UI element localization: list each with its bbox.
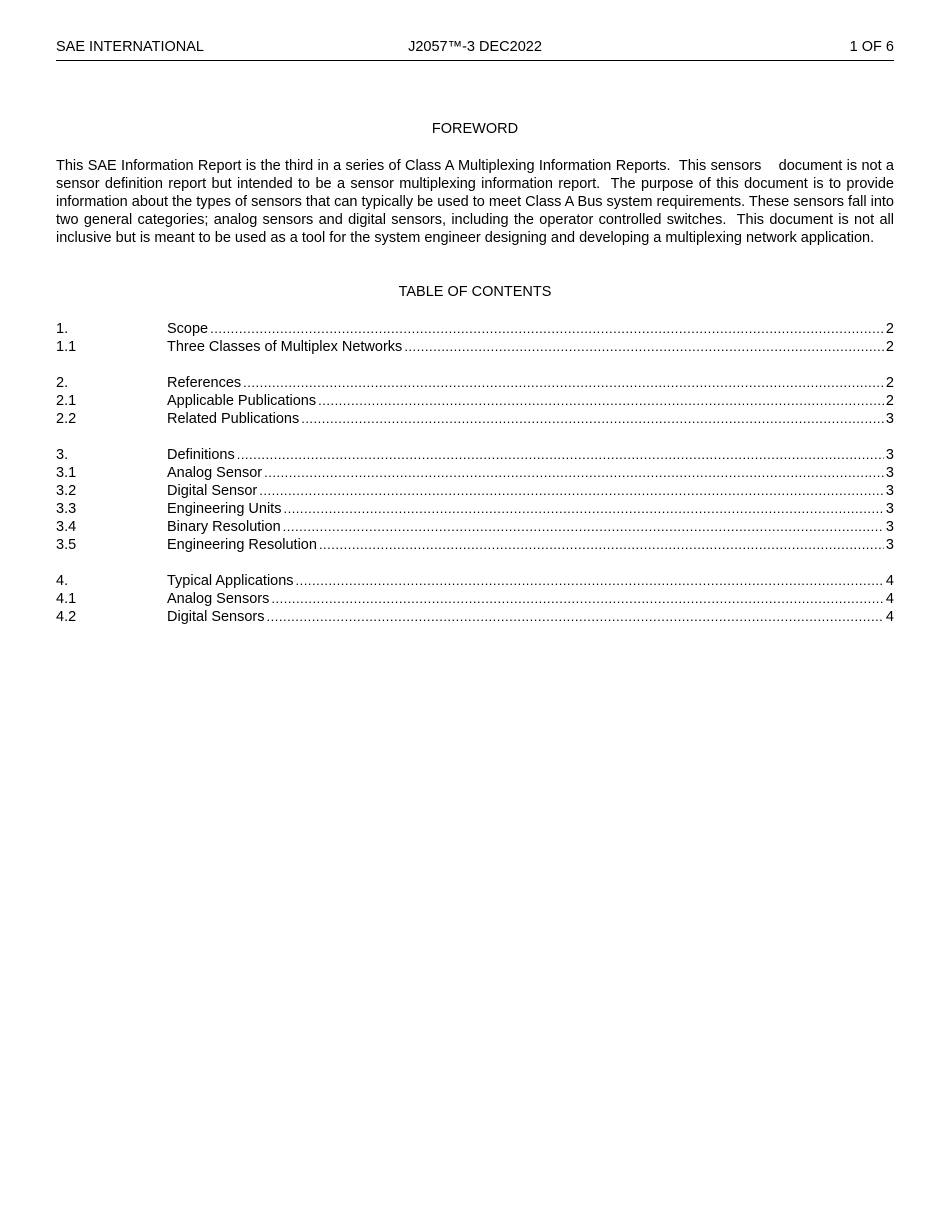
- toc-entry-page: 4: [885, 591, 894, 607]
- toc-entry[interactable]: [56, 374, 894, 392]
- toc-entry-page: 2: [885, 321, 894, 337]
- toc-group: [56, 374, 894, 428]
- toc-entry-number: 4.: [56, 573, 69, 589]
- toc-entry-number: 3.5: [56, 537, 77, 553]
- toc-entry-page: 3: [885, 501, 894, 517]
- toc-entry-number: 4.2: [56, 609, 77, 625]
- toc-entry-title: Binary Resolution: [167, 519, 281, 535]
- toc-entry[interactable]: [56, 608, 894, 626]
- toc-entry-number: 3.3: [56, 501, 77, 517]
- header-org: SAE INTERNATIONAL: [56, 39, 204, 55]
- toc-entry-title: Applicable Publications: [167, 393, 317, 409]
- toc-entry-title: Engineering Units: [167, 501, 282, 517]
- toc-dot-leader: [319, 536, 884, 554]
- toc-entry-page: 3: [885, 411, 894, 427]
- toc-entry-number: 4.1: [56, 591, 77, 607]
- toc-entry[interactable]: [56, 464, 894, 482]
- foreword-body: This SAE Information Report is the third in a series of Class A Multiplexing Information Reports. This sensors document is not a sensor definition report but intended to be a sensor multiplexing information report. The purpose of this document is to provide information about the types of sensors that can typically be used to meet Class A Bus system requirements. These sensors fall into two general categories; analog sensors and digital sensors, including the operator controlled switches. This document is not all inclusive but is meant to be used as a tool for the system engineer designing and developing a multiplexing network application.: [56, 158, 899, 246]
- toc-entry-number: 3.2: [56, 483, 77, 499]
- toc-entry-page: 2: [885, 375, 894, 391]
- toc-entry-page: 3: [885, 483, 894, 499]
- toc-entry-title: Typical Applications: [167, 573, 294, 589]
- table-of-contents: [56, 320, 894, 644]
- header-doc-id: J2057™-3 DEC2022: [408, 39, 542, 55]
- toc-entry-page: 4: [885, 609, 894, 625]
- toc-entry-page: 3: [885, 519, 894, 535]
- toc-dot-leader: [301, 410, 884, 428]
- toc-group: [56, 320, 894, 356]
- toc-dot-leader: [264, 464, 884, 482]
- toc-entry-page: 3: [885, 537, 894, 553]
- toc-entry-page: 4: [885, 573, 894, 589]
- toc-dot-leader: [267, 608, 884, 626]
- toc-dot-leader: [243, 374, 884, 392]
- toc-entry[interactable]: [56, 410, 894, 428]
- toc-dot-leader: [404, 338, 884, 356]
- toc-dot-leader: [296, 572, 884, 590]
- toc-group: [56, 572, 894, 626]
- toc-group: [56, 446, 894, 554]
- toc-entry-number: 3.1: [56, 465, 77, 481]
- toc-entry[interactable]: [56, 518, 894, 536]
- toc-entry[interactable]: [56, 446, 894, 464]
- toc-entry[interactable]: [56, 590, 894, 608]
- toc-entry-number: 1.1: [56, 339, 77, 355]
- toc-dot-leader: [237, 446, 884, 464]
- toc-entry-title: Digital Sensors: [167, 609, 265, 625]
- toc-title: TABLE OF CONTENTS: [398, 284, 552, 300]
- toc-entry[interactable]: [56, 320, 894, 338]
- toc-dot-leader: [318, 392, 884, 410]
- toc-entry-title: Three Classes of Multiplex Networks: [167, 339, 403, 355]
- toc-entry-page: 3: [885, 465, 894, 481]
- page-header: [56, 38, 894, 61]
- toc-entry[interactable]: [56, 536, 894, 554]
- toc-entry-number: 1.: [56, 321, 69, 337]
- toc-entry-page: 2: [885, 339, 894, 355]
- toc-entry[interactable]: [56, 338, 894, 356]
- toc-entry-number: 3.: [56, 447, 69, 463]
- toc-entry-page: 3: [885, 447, 894, 463]
- foreword-title: FOREWORD: [431, 121, 519, 137]
- toc-entry[interactable]: [56, 392, 894, 410]
- toc-entry-title: Related Publications: [167, 411, 300, 427]
- toc-entry-number: 2.: [56, 375, 69, 391]
- toc-dot-leader: [283, 518, 884, 536]
- toc-entry-number: 2.1: [56, 393, 77, 409]
- toc-entry-title: Definitions: [167, 447, 235, 463]
- toc-entry[interactable]: [56, 500, 894, 518]
- toc-entry-title: References: [167, 375, 242, 391]
- toc-entry-title: Scope: [167, 321, 209, 337]
- toc-dot-leader: [283, 500, 883, 518]
- toc-dot-leader: [259, 482, 884, 500]
- toc-entry-title: Analog Sensors: [167, 591, 270, 607]
- toc-dot-leader: [210, 320, 884, 338]
- toc-dot-leader: [271, 590, 884, 608]
- header-page-number: 1 OF 6: [849, 39, 894, 55]
- toc-entry-number: 2.2: [56, 411, 77, 427]
- toc-entry-number: 3.4: [56, 519, 77, 535]
- toc-entry[interactable]: [56, 482, 894, 500]
- toc-entry-title: Digital Sensor: [167, 483, 258, 499]
- toc-entry-page: 2: [885, 393, 894, 409]
- toc-entry[interactable]: [56, 572, 894, 590]
- toc-entry-title: Analog Sensor: [167, 465, 263, 481]
- toc-entry-title: Engineering Resolution: [167, 537, 317, 553]
